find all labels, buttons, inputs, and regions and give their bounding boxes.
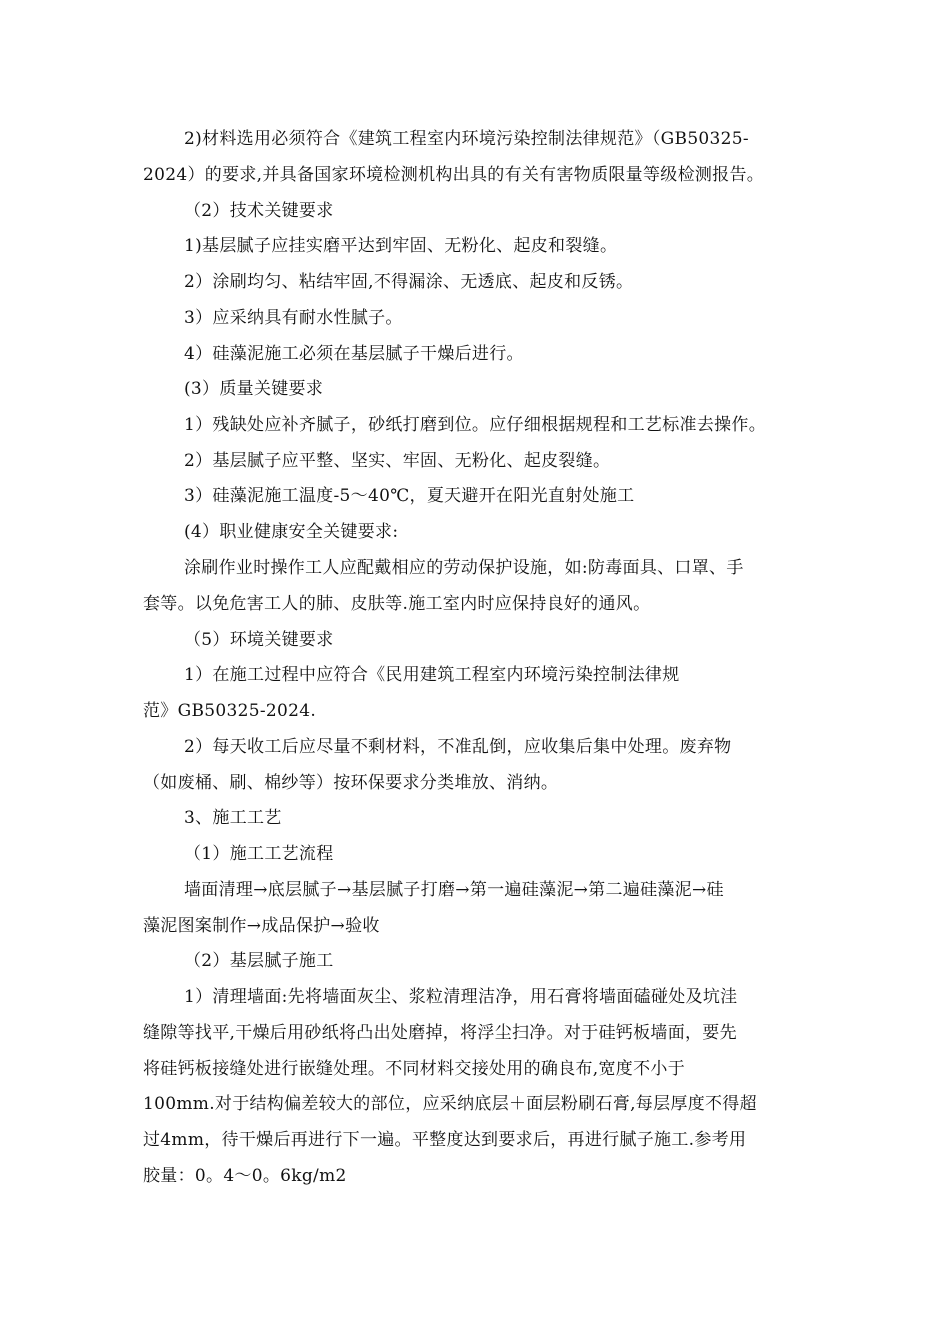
section-heading: (4）职业健康安全关键要求: bbox=[184, 522, 399, 542]
paragraph-line: 1）清理墙面:先将墙面灰尘、浆粒清理洁净，用石膏将墙面磕碰处及坑洼 bbox=[184, 987, 738, 1007]
section-heading: (3）质量关键要求 bbox=[184, 379, 324, 399]
paragraph-line: 4）硅藻泥施工必须在基层腻子干燥后进行。 bbox=[184, 344, 524, 364]
paragraph-line: 套等。以免危害工人的肺、皮肤等.施工室内时应保持良好的通风。 bbox=[143, 594, 651, 614]
section-heading: 3、施工工艺 bbox=[184, 808, 282, 828]
paragraph-line: 2）基层腻子应平整、坚实、牢固、无粉化、起皮裂缝。 bbox=[184, 451, 611, 471]
paragraph-line: 2)材料选用必须符合《建筑工程室内环境污染控制法律规范》（GB50325- bbox=[184, 129, 749, 149]
section-heading: （5）环境关键要求 bbox=[184, 630, 334, 650]
paragraph-line: 1）在施工过程中应符合《民用建筑工程室内环境污染控制法律规 bbox=[184, 665, 680, 685]
section-heading: （2）基层腻子施工 bbox=[184, 951, 334, 971]
paragraph-line: 范》GB50325-2024. bbox=[143, 701, 317, 721]
paragraph-line: 3）硅藻泥施工温度-5～40℃，夏天避开在阳光直射处施工 bbox=[184, 486, 635, 506]
paragraph-line: 1)基层腻子应挂实磨平达到牢固、无粉化、起皮和裂缝。 bbox=[184, 236, 618, 256]
paragraph-line: 2）每天收工后应尽量不剩材料，不准乱倒，应收集后集中处理。废弃物 bbox=[184, 737, 732, 757]
section-heading: （2）技术关键要求 bbox=[184, 201, 334, 221]
paragraph-line: 胶量：0。4～0。6kg/m2 bbox=[143, 1166, 347, 1186]
paragraph-line: （如废桶、刷、棉纱等）按环保要求分类堆放、消纳。 bbox=[143, 773, 559, 793]
paragraph-line: 2024）的要求,并具备国家环境检测机构出具的有关有害物质限量等级检测报告。 bbox=[143, 165, 765, 185]
paragraph-line: 3）应采纳具有耐水性腻子。 bbox=[184, 308, 403, 328]
paragraph-line: 1）残缺处应补齐腻子，砂纸打磨到位。应仔细根据规程和工艺标准去操作。 bbox=[184, 415, 767, 435]
paragraph-line: 将硅钙板接缝处进行嵌缝处理。不同材料交接处用的确良布,宽度不小于 bbox=[143, 1059, 686, 1079]
paragraph-line: 过4mm，待干燥后再进行下一遍。平整度达到要求后，再进行腻子施工.参考用 bbox=[143, 1130, 747, 1150]
paragraph-line: 涂刷作业时操作工人应配戴相应的劳动保护设施，如:防毒面具、口罩、手 bbox=[184, 558, 744, 578]
section-heading: （1）施工工艺流程 bbox=[184, 844, 334, 864]
paragraph-line: 藻泥图案制作→成品保护→验收 bbox=[143, 916, 380, 936]
paragraph-line: 缝隙等找平,干燥后用砂纸将凸出处磨掉，将浮尘扫净。对于硅钙板墙面，要先 bbox=[143, 1023, 737, 1043]
paragraph-line: 墙面清理→底层腻子→基层腻子打磨→第一遍硅藻泥→第二遍硅藻泥→硅 bbox=[184, 880, 724, 900]
paragraph-line: 2）涂刷均匀、粘结牢固,不得漏涂、无透底、起皮和反锈。 bbox=[184, 272, 634, 292]
paragraph-line: 100mm.对于结构偏差较大的部位，应采纳底层＋面层粉刷石膏,每层厚度不得超 bbox=[143, 1094, 757, 1114]
